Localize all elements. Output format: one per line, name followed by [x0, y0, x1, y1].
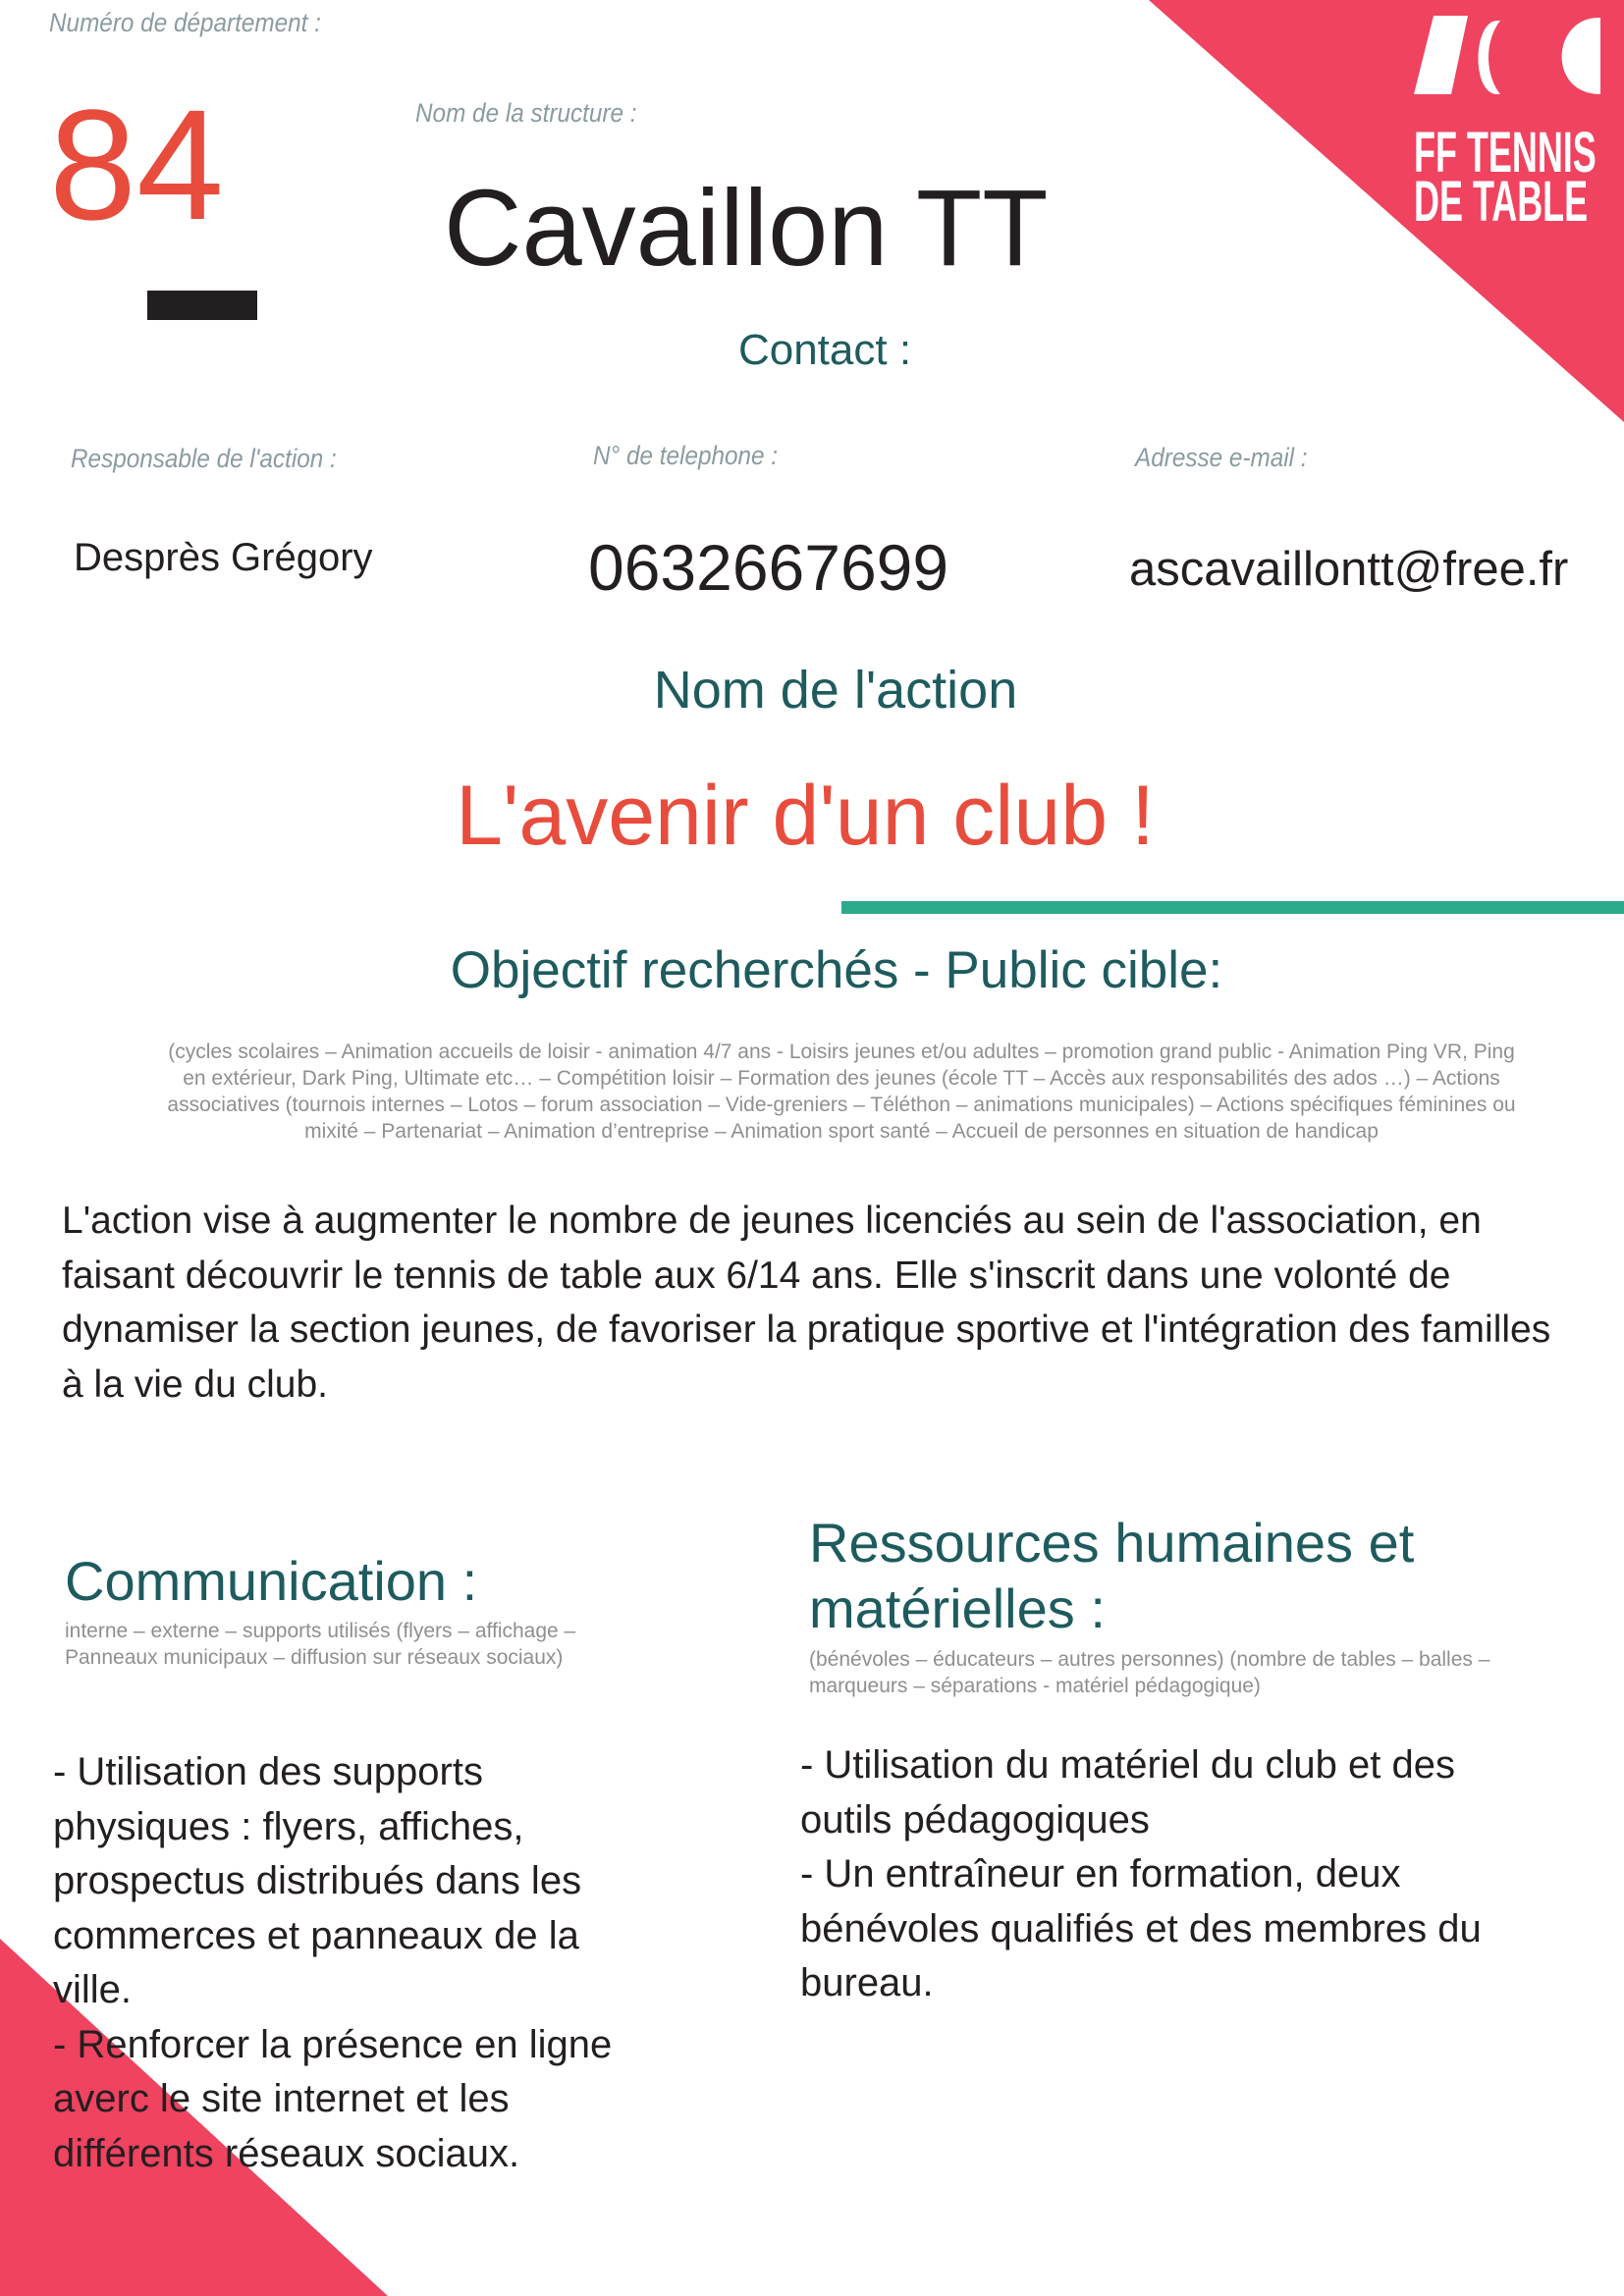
resources-item: - Un entraîneur en formation, deux bénévoles qualifiés et des membres du bureau. — [800, 1852, 1482, 2004]
email-label: Adresse e-mail : — [1135, 443, 1308, 472]
phone-number: 0632667699 — [588, 531, 949, 604]
phone-label: N° de telephone : — [593, 441, 779, 470]
resources-item: - Utilisation du matériel du club et des outils pédagogiques — [800, 1743, 1455, 1842]
action-name: L'avenir d'un club ! — [456, 769, 1155, 863]
structure-name: Cavaillon TT — [444, 168, 1049, 289]
communication-list — [53, 1745, 652, 2181]
objective-text: L'action vise à augmenter le nombre de jeunes licenciés au sein de l'association, en faisant découvrir le tennis de table aux 6/14 ans. Elle s'inscrit dans une volonté de dynamiser la section jeunes, de favoriser la pratique sportive et l'intégration des familles à la vie du club. — [62, 1200, 1551, 1406]
communication-title: Communication : — [65, 1550, 478, 1612]
resources-title: Ressources humaines et matérielles : — [809, 1512, 1415, 1639]
department-label: Numéro de département : — [49, 8, 321, 37]
fftt-logo — [1414, 16, 1605, 234]
resources-hint: (bénévoles – éducateurs – autres personnes) (nombre de tables – balles – marqueurs – séparations - matériel pédagogique) — [809, 1648, 1490, 1697]
action-title-label: Nom de l'action — [653, 661, 1018, 720]
email-address: ascavaillontt@free.fr — [1129, 543, 1569, 596]
communication-item: - Utilisation des supports physiques : flyers, affiches, prospectus distribués dans les commerces et panneaux de la ville. — [53, 1750, 582, 2011]
resources-list — [800, 1738, 1507, 2011]
divider-line — [841, 901, 1624, 914]
objective-title: Objectif recherchés - Public cible: — [450, 941, 1223, 999]
contact-title: Contact : — [737, 326, 912, 374]
logo-mark-icon — [1414, 16, 1605, 99]
department-number: 84 — [49, 77, 224, 252]
objective-hint: (cycles scolaires – Animation accueils de loisir - animation 4/7 ans - Loisirs jeunes et/ou adultes – promotion grand public - Animation Ping VR, Ping en extérieur, Dark Ping, Ultimate etc… – Compétition loisir – Formation des jeunes (école TT – Accès aux responsabilités des ados …) – Actions associatives (tournois internes – Lotos – forum association – Vide-greniers – Téléthon – animations municipales) – Actions spécifiques féminines ou mixité – Partenariat – Animation d’entreprise – Animation sport santé – Accueil de personnes en situation de handicap — [167, 1041, 1516, 1143]
communication-hint: interne – externe – supports utilisés (flyers – affichage – Panneaux municipaux – diffusion sur réseaux sociaux) — [65, 1620, 576, 1669]
communication-item: - Renforcer la présence en ligne averc le site internet et les différents réseaux sociaux. — [53, 2022, 613, 2175]
responsible-name: Desprès Grégory — [74, 536, 373, 579]
redaction-bar — [147, 291, 257, 320]
structure-label: Nom de la structure : — [415, 98, 637, 128]
responsible-label: Responsable de l'action : — [71, 444, 337, 473]
logo-text: FF TENNIS DE TABLE — [1414, 121, 1597, 234]
